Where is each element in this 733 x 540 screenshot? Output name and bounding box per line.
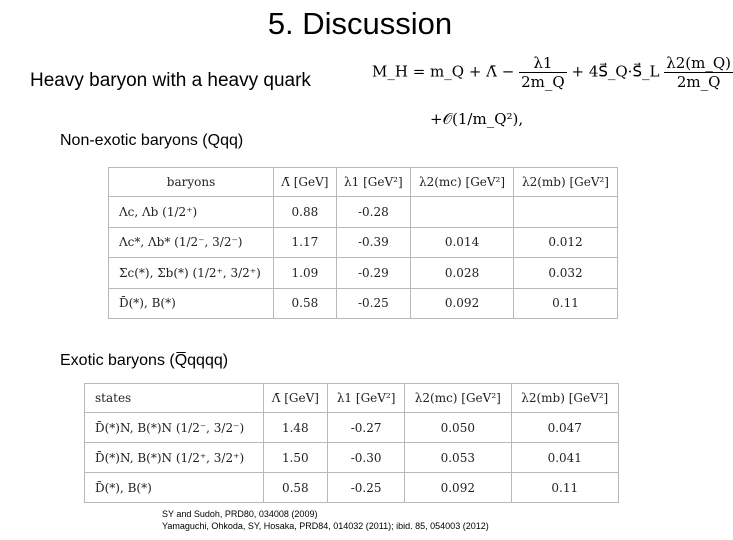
formula-f1-denominator: 2m_Q [521,73,565,91]
table-cell: D̄(*)N, B(*)N (1/2⁻, 3/2⁻) [85,413,264,443]
table-cell: -0.30 [328,443,405,473]
table-cell: 0.012 [514,227,618,258]
table-row [109,197,618,228]
heading-heavy-baryon: Heavy baryon with a heavy quark [30,70,311,91]
table-cell: 0.041 [511,443,619,473]
table-cell: -0.39 [336,227,410,258]
formula-f2-numerator: λ2(m_Q) [666,54,731,72]
table-header: states [85,384,264,413]
table-cell: 0.092 [405,473,511,503]
table-cell: D̄(*), B(*) [109,288,274,319]
formula-lhs: M_H = m_Q + Λ̄ − [372,62,515,81]
table-header-row [85,384,619,413]
table-cell: Λc*, Λb* (1/2⁻, 3/2⁻) [109,227,274,258]
table-header: λ1 [GeV²] [328,384,405,413]
mass-formula [372,50,731,140]
table-header: Λ̄ [GeV] [274,168,337,197]
table-cell: 1.17 [274,227,337,258]
table-cell: 1.48 [263,413,328,443]
table-header: λ1 [GeV²] [336,168,410,197]
table-cell: -0.28 [336,197,410,228]
table-cell [514,197,618,228]
table-cell: 0.58 [263,473,328,503]
formula-f2-denominator: 2m_Q [676,73,721,91]
table-row [109,258,618,289]
table-cell: D̄(*)N, B(*)N (1/2⁺, 3/2⁺) [85,443,264,473]
formula-fraction-1 [519,54,567,91]
table-row [85,473,619,503]
table-cell: 0.050 [405,413,511,443]
table-row [85,413,619,443]
table-cell: 0.053 [405,443,511,473]
section-exotic: Exotic baryons (Q̅qqqq) [60,352,229,369]
table-cell: 0.88 [274,197,337,228]
table-header: λ2(mc) [GeV²] [405,384,511,413]
table-header-row [109,168,618,197]
formula-fraction-2 [664,54,733,91]
table-row [85,443,619,473]
table-row [109,288,618,319]
table-cell: Λc, Λb (1/2⁺) [109,197,274,228]
table-cell: Σc(*), Σb(*) (1/2⁺, 3/2⁺) [109,258,274,289]
formula-line2: +𝒪(1/m_Q²), [430,110,524,128]
table-cell: 0.028 [411,258,514,289]
references [162,508,489,532]
table-cell: 0.11 [511,473,619,503]
table-header: Λ̄ [GeV] [263,384,328,413]
formula-f1-numerator: λ1 [519,54,567,73]
reference-line: Yamaguchi, Ohkoda, SY, Hosaka, PRD84, 014032 (2011); ibid. 85, 054003 (2012) [162,521,489,531]
table-cell: 1.50 [263,443,328,473]
reference-line: SY and Sudoh, PRD80, 034008 (2009) [162,509,318,519]
table-cell: -0.25 [328,473,405,503]
table-cell: -0.25 [336,288,410,319]
table-row [109,227,618,258]
slide-title: 5. Discussion [267,6,453,41]
table-cell: 0.11 [514,288,618,319]
table-header: λ2(mb) [GeV²] [514,168,618,197]
table-header: baryons [109,168,274,197]
table-non-exotic-baryons [108,167,618,319]
table-cell: 0.032 [514,258,618,289]
section-non-exotic: Non-exotic baryons (Qqq) [60,132,244,149]
table-cell: 0.014 [411,227,514,258]
table-header: λ2(mb) [GeV²] [511,384,619,413]
table-cell: -0.29 [336,258,410,289]
table-header: λ2(mc) [GeV²] [411,168,514,197]
table-cell: D̄(*), B(*) [85,473,264,503]
table-cell: 0.58 [274,288,337,319]
table-cell: 0.092 [411,288,514,319]
table-cell: -0.27 [328,413,405,443]
table-exotic-baryons [84,383,619,503]
table-cell [411,197,514,228]
table-cell: 0.047 [511,413,619,443]
formula-mid: + 4S⃗_Q·S⃗_L [571,62,660,81]
table-cell: 1.09 [274,258,337,289]
